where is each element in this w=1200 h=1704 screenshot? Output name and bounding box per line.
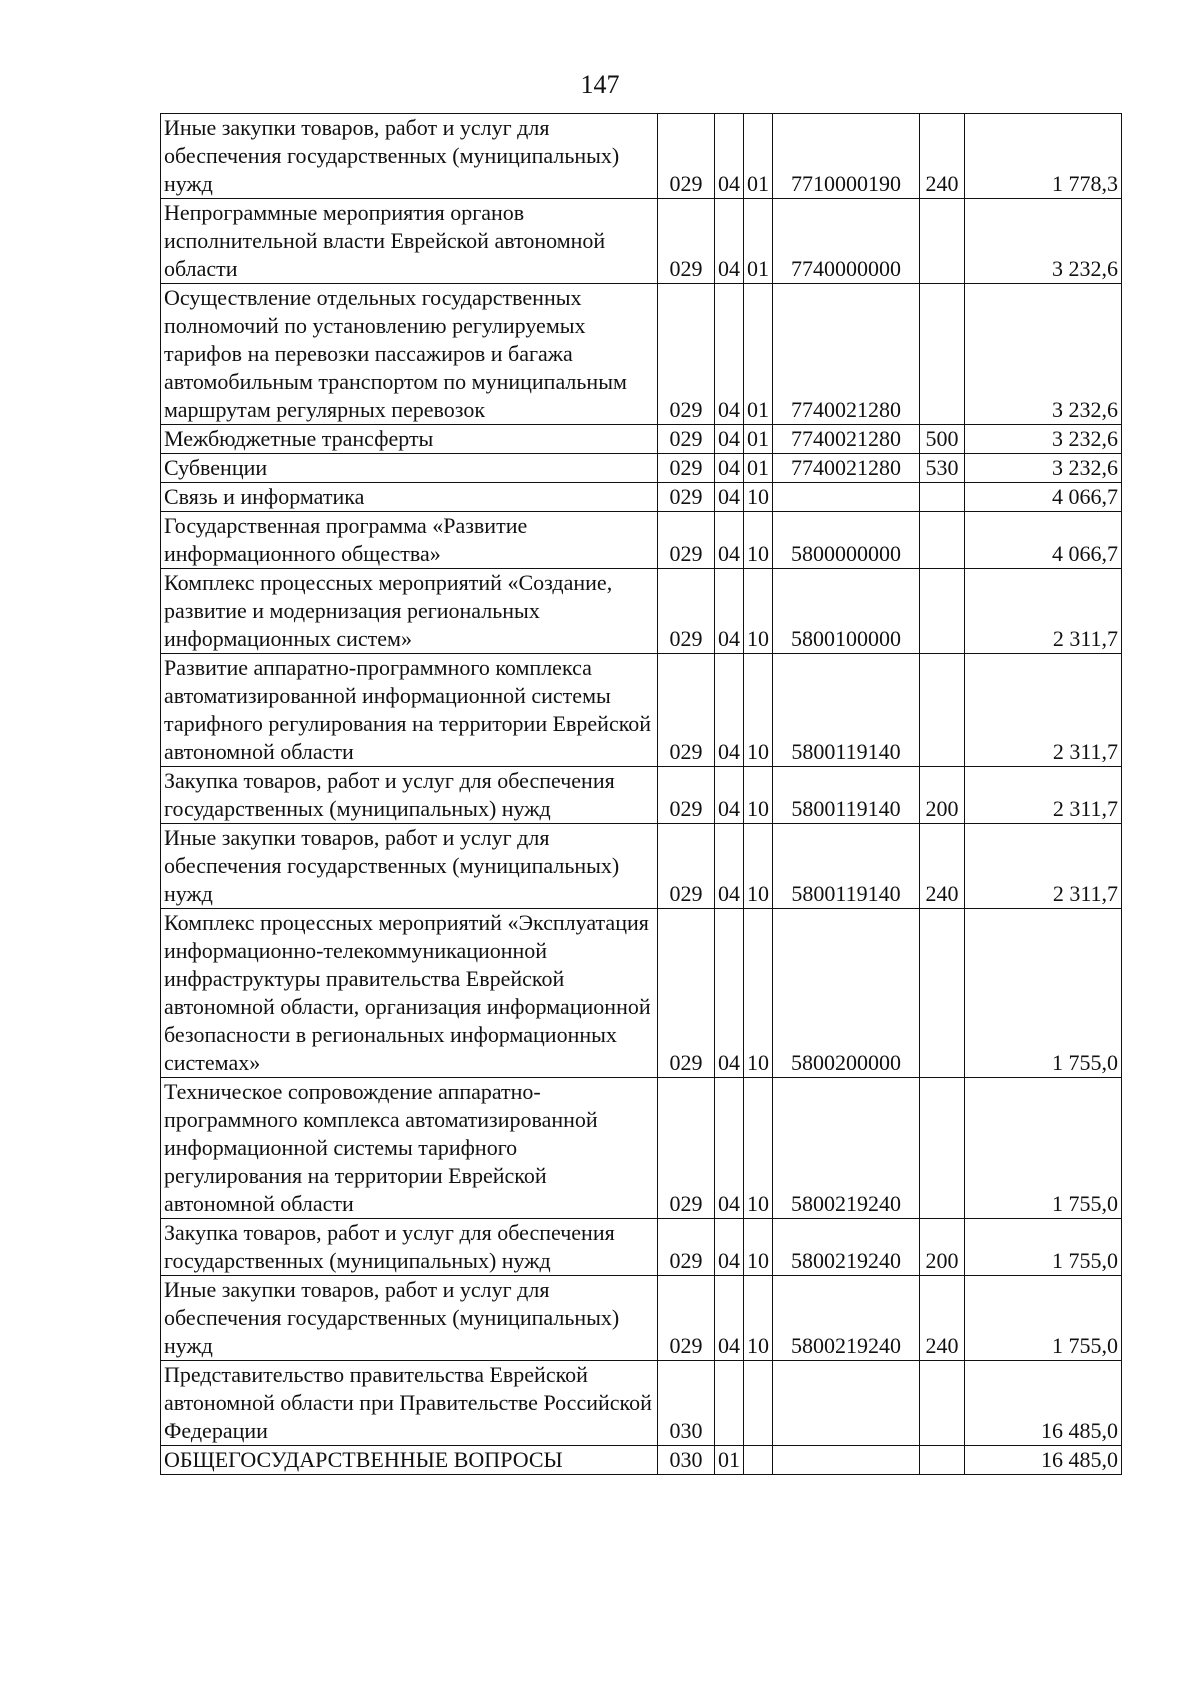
row-subsection-code: 01 xyxy=(744,114,773,199)
table-row xyxy=(161,1219,1122,1276)
row-ved-code: 029 xyxy=(658,284,715,425)
row-expense-type-code: 500 xyxy=(920,425,965,454)
row-name: Представительство правительства Еврейской автономной области при Правительстве Российской Федерации xyxy=(161,1361,658,1446)
row-ved-code: 029 xyxy=(658,1219,715,1276)
row-expense-type-code xyxy=(920,483,965,512)
row-expense-type-code: 200 xyxy=(920,767,965,824)
row-amount: 4 066,7 xyxy=(965,483,1122,512)
table-row xyxy=(161,425,1122,454)
row-expense-type-code xyxy=(920,1078,965,1219)
row-section-code: 04 xyxy=(715,512,744,569)
row-expense-type-code xyxy=(920,909,965,1078)
row-target-article-code: 7740021280 xyxy=(773,454,920,483)
row-section-code: 04 xyxy=(715,454,744,483)
row-section-code: 04 xyxy=(715,654,744,767)
row-name: Государственная программа «Развитие информационного общества» xyxy=(161,512,658,569)
row-expense-type-code xyxy=(920,654,965,767)
table-row xyxy=(161,483,1122,512)
row-section-code: 04 xyxy=(715,284,744,425)
row-target-article-code xyxy=(773,1446,920,1475)
row-ved-code: 029 xyxy=(658,454,715,483)
row-name: Субвенции xyxy=(161,454,658,483)
row-amount: 1 755,0 xyxy=(965,1078,1122,1219)
row-target-article-code: 5800000000 xyxy=(773,512,920,569)
row-section-code: 04 xyxy=(715,767,744,824)
row-section-code: 04 xyxy=(715,1219,744,1276)
table-row xyxy=(161,1446,1122,1475)
row-name: Иные закупки товаров, работ и услуг для обеспечения государственных (муниципальных) нужд xyxy=(161,1276,658,1361)
row-amount: 1 778,3 xyxy=(965,114,1122,199)
table-row xyxy=(161,1361,1122,1446)
table-row xyxy=(161,824,1122,909)
row-expense-type-code xyxy=(920,1361,965,1446)
row-amount: 3 232,6 xyxy=(965,284,1122,425)
row-ved-code: 029 xyxy=(658,824,715,909)
row-expense-type-code: 240 xyxy=(920,1276,965,1361)
row-ved-code: 029 xyxy=(658,483,715,512)
table-row xyxy=(161,114,1122,199)
table-row xyxy=(161,654,1122,767)
row-subsection-code: 10 xyxy=(744,654,773,767)
row-ved-code: 029 xyxy=(658,114,715,199)
row-target-article-code: 7710000190 xyxy=(773,114,920,199)
row-section-code: 04 xyxy=(715,483,744,512)
row-subsection-code: 10 xyxy=(744,1219,773,1276)
row-target-article-code xyxy=(773,1361,920,1446)
row-ved-code: 029 xyxy=(658,1078,715,1219)
row-expense-type-code: 530 xyxy=(920,454,965,483)
table-row xyxy=(161,1078,1122,1219)
page-number: 147 xyxy=(580,70,620,99)
row-expense-type-code xyxy=(920,284,965,425)
row-target-article-code: 5800100000 xyxy=(773,569,920,654)
row-name: Техническое сопровождение аппаратно-программного комплекса автоматизированной информационной системы тарифного регулирования на территории Еврейской автономной области xyxy=(161,1078,658,1219)
row-name: ОБЩЕГОСУДАРСТВЕННЫЕ ВОПРОСЫ xyxy=(161,1446,658,1475)
row-subsection-code: 10 xyxy=(744,767,773,824)
row-subsection-code: 01 xyxy=(744,199,773,284)
table-row xyxy=(161,909,1122,1078)
row-target-article-code: 5800219240 xyxy=(773,1276,920,1361)
row-name: Закупка товаров, работ и услуг для обеспечения государственных (муниципальных) нужд xyxy=(161,767,658,824)
row-expense-type-code xyxy=(920,199,965,284)
table-row xyxy=(161,199,1122,284)
row-name: Осуществление отдельных государственных полномочий по установлению регулируемых тарифов на перевозки пассажиров и багажа автомобильным транспортом по муниципальным маршрутам регулярных перевозок xyxy=(161,284,658,425)
row-subsection-code: 10 xyxy=(744,824,773,909)
row-subsection-code xyxy=(744,1361,773,1446)
row-expense-type-code: 240 xyxy=(920,114,965,199)
row-subsection-code: 10 xyxy=(744,909,773,1078)
row-name: Комплекс процессных мероприятий «Эксплуатация информационно-телекоммуникационной инфраструктуры правительства Еврейской автономной области, организация информационной безопасности в региональных информационных системах» xyxy=(161,909,658,1078)
row-section-code: 04 xyxy=(715,199,744,284)
row-target-article-code: 5800219240 xyxy=(773,1078,920,1219)
row-section-code: 01 xyxy=(715,1446,744,1475)
row-ved-code: 029 xyxy=(658,909,715,1078)
row-subsection-code: 01 xyxy=(744,454,773,483)
row-target-article-code: 5800119140 xyxy=(773,654,920,767)
row-amount: 2 311,7 xyxy=(965,824,1122,909)
row-section-code: 04 xyxy=(715,909,744,1078)
row-ved-code: 029 xyxy=(658,199,715,284)
row-target-article-code: 5800200000 xyxy=(773,909,920,1078)
row-target-article-code: 7740021280 xyxy=(773,284,920,425)
row-ved-code: 029 xyxy=(658,512,715,569)
row-name: Связь и информатика xyxy=(161,483,658,512)
row-subsection-code: 01 xyxy=(744,284,773,425)
row-ved-code: 030 xyxy=(658,1446,715,1475)
row-section-code xyxy=(715,1361,744,1446)
row-target-article-code xyxy=(773,483,920,512)
row-ved-code: 029 xyxy=(658,569,715,654)
row-target-article-code: 5800119140 xyxy=(773,824,920,909)
row-expense-type-code xyxy=(920,569,965,654)
row-ved-code: 030 xyxy=(658,1361,715,1446)
row-target-article-code: 5800219240 xyxy=(773,1219,920,1276)
row-amount: 1 755,0 xyxy=(965,1219,1122,1276)
row-target-article-code: 7740021280 xyxy=(773,425,920,454)
row-name: Непрограммные мероприятия органов исполнительной власти Еврейской автономной области xyxy=(161,199,658,284)
budget-table xyxy=(160,113,1122,1475)
row-amount: 3 232,6 xyxy=(965,454,1122,483)
row-target-article-code: 5800119140 xyxy=(773,767,920,824)
row-amount: 3 232,6 xyxy=(965,425,1122,454)
row-subsection-code: 01 xyxy=(744,425,773,454)
row-name: Межбюджетные трансферты xyxy=(161,425,658,454)
row-ved-code: 029 xyxy=(658,767,715,824)
row-name: Комплекс процессных мероприятий «Создание, развитие и модернизация региональных информационных систем» xyxy=(161,569,658,654)
table-row xyxy=(161,767,1122,824)
row-amount: 2 311,7 xyxy=(965,767,1122,824)
row-section-code: 04 xyxy=(715,824,744,909)
row-amount: 16 485,0 xyxy=(965,1361,1122,1446)
row-section-code: 04 xyxy=(715,425,744,454)
row-expense-type-code xyxy=(920,512,965,569)
row-subsection-code: 10 xyxy=(744,569,773,654)
row-ved-code: 029 xyxy=(658,1276,715,1361)
row-amount: 4 066,7 xyxy=(965,512,1122,569)
row-subsection-code: 10 xyxy=(744,512,773,569)
row-section-code: 04 xyxy=(715,1078,744,1219)
row-expense-type-code: 240 xyxy=(920,824,965,909)
row-amount: 3 232,6 xyxy=(965,199,1122,284)
table-row xyxy=(161,569,1122,654)
table-row xyxy=(161,1276,1122,1361)
row-name: Закупка товаров, работ и услуг для обеспечения государственных (муниципальных) нужд xyxy=(161,1219,658,1276)
row-name: Развитие аппаратно-программного комплекса автоматизированной информационной системы тарифного регулирования на территории Еврейской автономной области xyxy=(161,654,658,767)
row-name: Иные закупки товаров, работ и услуг для обеспечения государственных (муниципальных) нужд xyxy=(161,824,658,909)
row-section-code: 04 xyxy=(715,114,744,199)
row-section-code: 04 xyxy=(715,1276,744,1361)
row-amount: 2 311,7 xyxy=(965,569,1122,654)
row-amount: 1 755,0 xyxy=(965,1276,1122,1361)
row-subsection-code xyxy=(744,1446,773,1475)
row-ved-code: 029 xyxy=(658,654,715,767)
row-expense-type-code xyxy=(920,1446,965,1475)
table-row xyxy=(161,454,1122,483)
row-section-code: 04 xyxy=(715,569,744,654)
row-subsection-code: 10 xyxy=(744,483,773,512)
row-target-article-code: 7740000000 xyxy=(773,199,920,284)
row-amount: 1 755,0 xyxy=(965,909,1122,1078)
row-name: Иные закупки товаров, работ и услуг для обеспечения государственных (муниципальных) нужд xyxy=(161,114,658,199)
table-row xyxy=(161,512,1122,569)
row-amount: 2 311,7 xyxy=(965,654,1122,767)
budget-table-body xyxy=(161,114,1122,1475)
row-expense-type-code: 200 xyxy=(920,1219,965,1276)
table-row xyxy=(161,284,1122,425)
row-subsection-code: 10 xyxy=(744,1276,773,1361)
row-ved-code: 029 xyxy=(658,425,715,454)
row-amount: 16 485,0 xyxy=(965,1446,1122,1475)
row-subsection-code: 10 xyxy=(744,1078,773,1219)
